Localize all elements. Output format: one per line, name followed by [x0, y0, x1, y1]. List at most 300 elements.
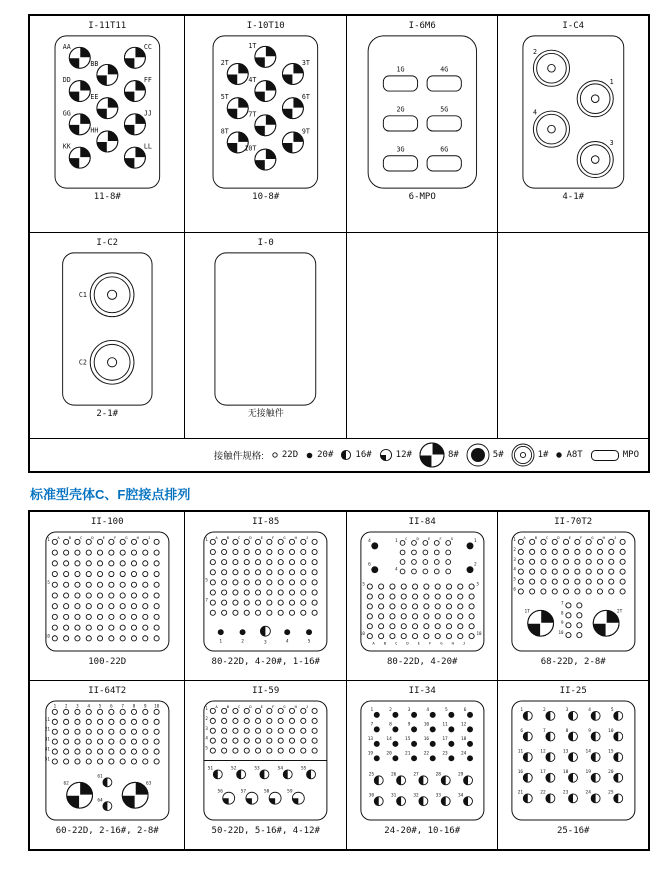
svg-text:HH: HH [90, 126, 99, 135]
svg-text:6: 6 [513, 586, 516, 592]
svg-text:D: D [557, 534, 560, 540]
svg-text:10T: 10T [244, 144, 257, 153]
svg-text:4: 4 [286, 639, 289, 645]
svg-text:56: 56 [217, 789, 224, 795]
svg-text:1: 1 [370, 708, 373, 714]
svg-text:D: D [249, 703, 252, 709]
svg-text:10: 10 [607, 728, 614, 734]
svg-text:13: 13 [562, 749, 569, 755]
svg-text:6G: 6G [440, 145, 449, 154]
panel-drawing-ii-70t2 [499, 530, 648, 655]
panel-title: I-C2 [96, 238, 119, 248]
svg-text:31: 31 [390, 793, 397, 799]
legend-item-text: 22D [281, 450, 299, 460]
svg-text:10: 10 [476, 631, 482, 637]
svg-text:E: E [260, 534, 264, 540]
panel-drawing-i-c4 [502, 34, 645, 190]
svg-text:25: 25 [607, 790, 614, 796]
panel-i-c4 [498, 16, 647, 232]
svg-text:51: 51 [208, 766, 214, 772]
svg-text:16: 16 [423, 737, 429, 743]
svg-text:B: B [68, 534, 71, 540]
svg-text:6: 6 [109, 703, 113, 709]
svg-text:5: 5 [308, 639, 311, 645]
svg-text:53: 53 [254, 766, 261, 772]
legend-item-16 [340, 449, 371, 461]
svg-text:C1: C1 [78, 291, 87, 300]
svg-text:F: F [113, 534, 117, 540]
empty-cell [498, 233, 647, 438]
svg-text:J: J [147, 534, 151, 540]
svg-text:C: C [404, 535, 408, 541]
svg-text:15: 15 [404, 737, 411, 743]
svg-text:C: C [394, 640, 398, 646]
panel-i-c2 [30, 233, 185, 438]
svg-text:22: 22 [540, 790, 546, 796]
svg-text:4G: 4G [440, 65, 449, 74]
legend-label: 接触件规格: [213, 451, 264, 462]
svg-text:18: 18 [562, 770, 569, 776]
legend-item-22d [271, 450, 298, 460]
panel-caption: 2-1# [96, 409, 119, 419]
legend-item-12 [379, 448, 412, 462]
svg-text:E: E [427, 535, 431, 541]
panel-drawing-i-11t11 [36, 34, 179, 190]
svg-text:GG: GG [62, 109, 71, 118]
svg-text:3: 3 [609, 139, 614, 148]
svg-text:17: 17 [442, 737, 448, 743]
svg-text:54: 54 [277, 766, 284, 772]
svg-text:62: 62 [63, 781, 69, 787]
svg-text:E: E [417, 640, 420, 646]
panel-ii-34 [347, 681, 499, 849]
svg-text:7T: 7T [248, 110, 257, 119]
svg-text:64: 64 [97, 798, 103, 804]
legend-item-text: A8T [566, 450, 583, 460]
svg-text:2G: 2G [396, 105, 405, 114]
svg-text:10: 10 [153, 703, 159, 709]
svg-text:2T: 2T [616, 609, 623, 615]
panel-drawing-ii-84 [348, 530, 497, 655]
panel-i-6m6 [347, 16, 499, 232]
panel-caption: 10-8# [252, 192, 280, 202]
svg-text:H: H [451, 640, 454, 646]
panel-drawing-i-0 [194, 251, 337, 407]
panel-drawing-i-6m6 [351, 34, 494, 190]
svg-text:1: 1 [394, 537, 398, 543]
svg-text:A: A [215, 534, 219, 540]
svg-text:C: C [238, 534, 241, 540]
svg-text:1: 1 [520, 708, 523, 714]
svg-text:20: 20 [386, 751, 392, 757]
svg-text:2: 2 [473, 562, 477, 568]
svg-text:58: 58 [264, 789, 270, 795]
svg-text:1: 1 [205, 536, 209, 542]
svg-text:D: D [406, 640, 409, 646]
svg-text:H: H [294, 703, 298, 709]
panel-i-11t11 [30, 16, 185, 232]
svg-text:4: 4 [205, 735, 209, 741]
svg-text:G: G [283, 534, 286, 540]
svg-text:2: 2 [64, 703, 68, 709]
svg-text:5: 5 [205, 577, 209, 583]
svg-text:10: 10 [359, 631, 365, 637]
legend-item-text: 8# [447, 450, 459, 460]
svg-text:4: 4 [394, 566, 398, 572]
svg-text:19: 19 [367, 751, 373, 757]
panel-drawing-ii-59 [191, 699, 340, 824]
svg-text:6: 6 [520, 728, 523, 734]
svg-text:EE: EE [90, 93, 99, 102]
panel-drawing-ii-85 [191, 530, 340, 655]
svg-text:AA: AA [62, 42, 71, 51]
svg-text:10: 10 [558, 630, 564, 636]
svg-text:12: 12 [540, 749, 546, 755]
svg-text:26: 26 [390, 772, 397, 778]
table2-row1 [30, 512, 648, 681]
legend-item-text: 12# [395, 450, 412, 460]
svg-text:KK: KK [62, 142, 71, 151]
panel-ii-59 [185, 681, 346, 849]
svg-text:F: F [579, 534, 583, 540]
svg-text:1: 1 [473, 538, 477, 544]
panel-ii-70t2 [498, 512, 647, 680]
svg-text:A: A [372, 640, 375, 646]
svg-text:3: 3 [513, 556, 516, 562]
panel-ii-25 [498, 681, 647, 849]
svg-text:1T: 1T [248, 41, 257, 50]
panel-drawing-ii-64t2 [33, 699, 182, 824]
svg-text:2: 2 [388, 708, 392, 714]
svg-text:6T: 6T [302, 93, 311, 102]
svg-text:31: 31 [44, 736, 50, 742]
svg-text:7: 7 [205, 597, 209, 603]
svg-text:G: G [283, 703, 286, 709]
svg-text:63: 63 [145, 781, 152, 787]
panel-caption: 50-22D, 5-16#, 4-12# [211, 826, 320, 836]
svg-text:J: J [306, 703, 309, 709]
svg-text:57: 57 [241, 789, 247, 795]
svg-text:7: 7 [560, 600, 564, 606]
svg-text:J: J [462, 640, 466, 646]
svg-text:21: 21 [44, 726, 50, 732]
svg-text:8T: 8T [221, 127, 230, 136]
svg-text:21: 21 [404, 751, 411, 757]
svg-text:8: 8 [132, 703, 136, 709]
svg-text:3T: 3T [302, 58, 311, 67]
contact-12-icon [379, 448, 393, 462]
svg-text:9: 9 [143, 703, 147, 709]
panel-drawing-i-10t10 [194, 34, 337, 190]
svg-text:4T: 4T [248, 76, 257, 85]
legend-item-text: MPO [622, 450, 639, 460]
panel-title: I-C4 [562, 21, 585, 31]
svg-text:61: 61 [97, 774, 103, 780]
legend-item-text: 1# [537, 450, 549, 460]
svg-text:B: B [534, 534, 537, 540]
contact-1-icon [511, 443, 535, 467]
document-page [28, 14, 650, 851]
svg-text:5: 5 [610, 708, 614, 714]
svg-text:C: C [545, 534, 549, 540]
svg-text:27: 27 [413, 772, 419, 778]
svg-text:E: E [102, 534, 105, 540]
panel-title: II-64T2 [88, 686, 127, 696]
panel-title: I-10T10 [246, 21, 285, 31]
svg-text:1: 1 [53, 703, 56, 709]
panel-title: I-6M6 [408, 21, 436, 31]
svg-text:2: 2 [532, 47, 537, 56]
svg-text:2: 2 [513, 546, 516, 552]
table1-row2 [30, 233, 648, 438]
svg-text:D: D [249, 534, 252, 540]
svg-text:8: 8 [565, 728, 569, 734]
panel-drawing-ii-25 [499, 699, 648, 824]
svg-text:E: E [260, 703, 264, 709]
contact-5-icon [466, 443, 490, 467]
svg-text:24: 24 [585, 790, 591, 796]
svg-text:G: G [450, 535, 453, 541]
svg-text:J: J [306, 534, 309, 540]
panel-title: II-84 [408, 517, 436, 527]
svg-text:A: A [523, 534, 526, 540]
insert-arrangement-table [28, 14, 650, 473]
panel-caption: 68-22D, 2-8# [540, 657, 606, 667]
svg-text:7: 7 [370, 722, 373, 728]
legend-item-8 [419, 442, 459, 468]
svg-text:17: 17 [540, 770, 546, 776]
svg-text:21: 21 [517, 790, 523, 796]
panel-ii-100 [30, 512, 185, 680]
svg-text:2T: 2T [221, 58, 230, 67]
panel-title: II-59 [252, 686, 280, 696]
legend-row [30, 438, 648, 471]
svg-text:11: 11 [44, 716, 50, 722]
svg-text:F: F [272, 703, 275, 709]
svg-text:24: 24 [460, 751, 467, 757]
svg-text:22: 22 [423, 751, 429, 757]
panel-i-10t10 [185, 16, 346, 232]
panel-drawing-ii-100 [33, 530, 182, 655]
svg-text:G: G [440, 640, 443, 646]
svg-text:23: 23 [442, 751, 448, 757]
svg-text:4: 4 [426, 708, 429, 714]
legend-item-text: 16# [355, 450, 372, 460]
svg-text:5: 5 [362, 581, 365, 587]
svg-text:52: 52 [231, 766, 237, 772]
svg-text:G: G [125, 534, 128, 540]
svg-text:5G: 5G [440, 105, 449, 114]
svg-text:4: 4 [588, 708, 591, 714]
svg-text:C: C [79, 534, 83, 540]
svg-text:LL: LL [143, 142, 152, 151]
svg-text:B: B [227, 703, 230, 709]
svg-text:C: C [238, 703, 241, 709]
svg-text:23: 23 [562, 790, 569, 796]
svg-text:DD: DD [62, 76, 71, 85]
contact-mpo-icon [590, 449, 620, 462]
svg-text:D: D [91, 534, 94, 540]
svg-text:33: 33 [435, 793, 441, 799]
svg-text:10: 10 [44, 633, 50, 639]
svg-text:6: 6 [367, 562, 371, 568]
svg-text:14: 14 [386, 737, 392, 743]
svg-text:5: 5 [513, 576, 516, 582]
svg-text:2: 2 [241, 639, 245, 645]
svg-text:B: B [227, 534, 230, 540]
svg-text:A: A [57, 534, 60, 540]
svg-text:13: 13 [367, 737, 373, 743]
panel-ii-85 [185, 512, 346, 680]
svg-text:30: 30 [368, 793, 374, 799]
svg-text:41: 41 [44, 746, 50, 752]
panel-caption: 80-22D, 4-20# [386, 657, 458, 667]
svg-text:8: 8 [560, 610, 564, 616]
legend-item-1 [511, 443, 549, 467]
svg-text:3: 3 [76, 703, 79, 709]
svg-text:1G: 1G [396, 65, 405, 74]
svg-text:9: 9 [407, 722, 411, 728]
contact-a8t-icon [555, 451, 563, 459]
svg-text:E: E [568, 534, 571, 540]
svg-text:14: 14 [585, 749, 591, 755]
svg-text:JJ: JJ [143, 109, 152, 118]
svg-text:4: 4 [532, 108, 537, 117]
panel-title: II-100 [90, 517, 124, 527]
legend-item-mpo [590, 449, 639, 462]
empty-cell [347, 233, 499, 438]
svg-text:5T: 5T [221, 93, 230, 102]
svg-text:G: G [591, 534, 594, 540]
svg-text:10: 10 [423, 722, 429, 728]
svg-text:4: 4 [513, 566, 516, 572]
svg-text:32: 32 [413, 793, 419, 799]
svg-text:3G: 3G [396, 145, 405, 154]
panel-i-0 [185, 233, 346, 438]
section-heading: 标准型壳体C、F腔接点排列 [30, 487, 191, 502]
panel-caption: 无接触件 [247, 409, 284, 419]
svg-text:5: 5 [476, 581, 479, 587]
legend-item-5 [466, 443, 504, 467]
svg-text:20: 20 [607, 770, 614, 776]
panel-caption: 100-22D [88, 657, 127, 667]
svg-text:9: 9 [560, 620, 564, 626]
svg-text:5: 5 [98, 703, 102, 709]
svg-text:19: 19 [585, 770, 591, 776]
svg-text:9: 9 [588, 728, 591, 734]
svg-text:J: J [613, 534, 617, 540]
svg-text:CC: CC [143, 42, 152, 51]
panel-drawing-i-c2 [36, 251, 179, 407]
panel-caption: 6-MPO [408, 192, 436, 202]
panel-drawing-ii-34 [348, 699, 497, 824]
svg-text:1: 1 [219, 639, 223, 645]
svg-text:1: 1 [47, 536, 50, 542]
svg-text:H: H [602, 534, 605, 540]
svg-text:28: 28 [435, 772, 441, 778]
svg-text:F: F [439, 535, 442, 541]
svg-text:1: 1 [513, 536, 516, 542]
svg-text:8: 8 [388, 722, 392, 728]
svg-text:5: 5 [205, 745, 209, 751]
svg-text:3: 3 [565, 708, 569, 714]
table1-row1 [30, 16, 648, 233]
svg-text:F: F [272, 534, 275, 540]
legend-item-text: 5# [492, 450, 504, 460]
contact-20-icon [305, 451, 314, 460]
svg-text:6: 6 [463, 708, 467, 714]
svg-text:FF: FF [143, 76, 152, 85]
svg-text:25: 25 [368, 772, 374, 778]
svg-text:11: 11 [442, 722, 448, 728]
svg-text:A: A [215, 703, 219, 709]
panel-ii-84 [347, 512, 499, 680]
svg-text:4: 4 [367, 538, 371, 544]
svg-text:15: 15 [607, 749, 614, 755]
contact-8-icon [419, 442, 445, 468]
contact-16-icon [340, 449, 352, 461]
cavity-arrangement-table [28, 510, 650, 851]
svg-text:H: H [294, 534, 298, 540]
panel-title: I-11T11 [88, 21, 127, 31]
contact-22d-icon [271, 451, 279, 459]
svg-text:D: D [416, 535, 419, 541]
svg-text:9T: 9T [302, 127, 311, 136]
svg-text:51: 51 [44, 756, 50, 762]
svg-text:29: 29 [457, 772, 464, 778]
svg-text:1: 1 [609, 78, 614, 87]
svg-text:12: 12 [460, 722, 467, 728]
svg-text:F: F [428, 640, 432, 646]
svg-text:16: 16 [517, 770, 523, 776]
panel-title: II-34 [408, 686, 436, 696]
table2-row2 [30, 681, 648, 849]
svg-text:H: H [136, 534, 139, 540]
panel-caption: 4-1# [562, 192, 585, 202]
svg-text:2: 2 [205, 715, 209, 721]
legend-item-text: 20# [317, 450, 334, 460]
svg-text:59: 59 [287, 789, 293, 795]
svg-text:3: 3 [264, 640, 268, 646]
svg-text:4: 4 [87, 703, 90, 709]
svg-text:7: 7 [542, 728, 546, 734]
svg-text:11: 11 [517, 749, 523, 755]
svg-text:1T: 1T [524, 609, 530, 615]
svg-text:55: 55 [301, 766, 307, 772]
panel-caption: 11-8# [93, 192, 121, 202]
svg-text:18: 18 [460, 737, 467, 743]
svg-text:5: 5 [47, 579, 50, 585]
panel-caption: 25-16# [556, 826, 590, 836]
svg-text:34: 34 [457, 793, 464, 799]
panel-title: II-70T2 [554, 517, 593, 527]
svg-text:3: 3 [407, 708, 411, 714]
legend-item-20 [305, 450, 333, 460]
panel-ii-64t2 [30, 681, 185, 849]
panel-caption: 60-22D, 2-16#, 2-8# [55, 826, 159, 836]
svg-text:3: 3 [205, 725, 209, 731]
panel-title: I-0 [257, 238, 274, 248]
panel-caption: 24-20#, 10-16# [384, 826, 461, 836]
svg-text:7: 7 [121, 703, 124, 709]
svg-text:BB: BB [90, 59, 99, 68]
legend-item-a8t [555, 450, 582, 460]
svg-text:B: B [383, 640, 386, 646]
panel-title: II-25 [559, 686, 587, 696]
svg-text:2: 2 [542, 708, 546, 714]
svg-text:C2: C2 [78, 358, 87, 367]
panel-caption: 80-22D, 4-20#, 1-16# [211, 657, 320, 667]
